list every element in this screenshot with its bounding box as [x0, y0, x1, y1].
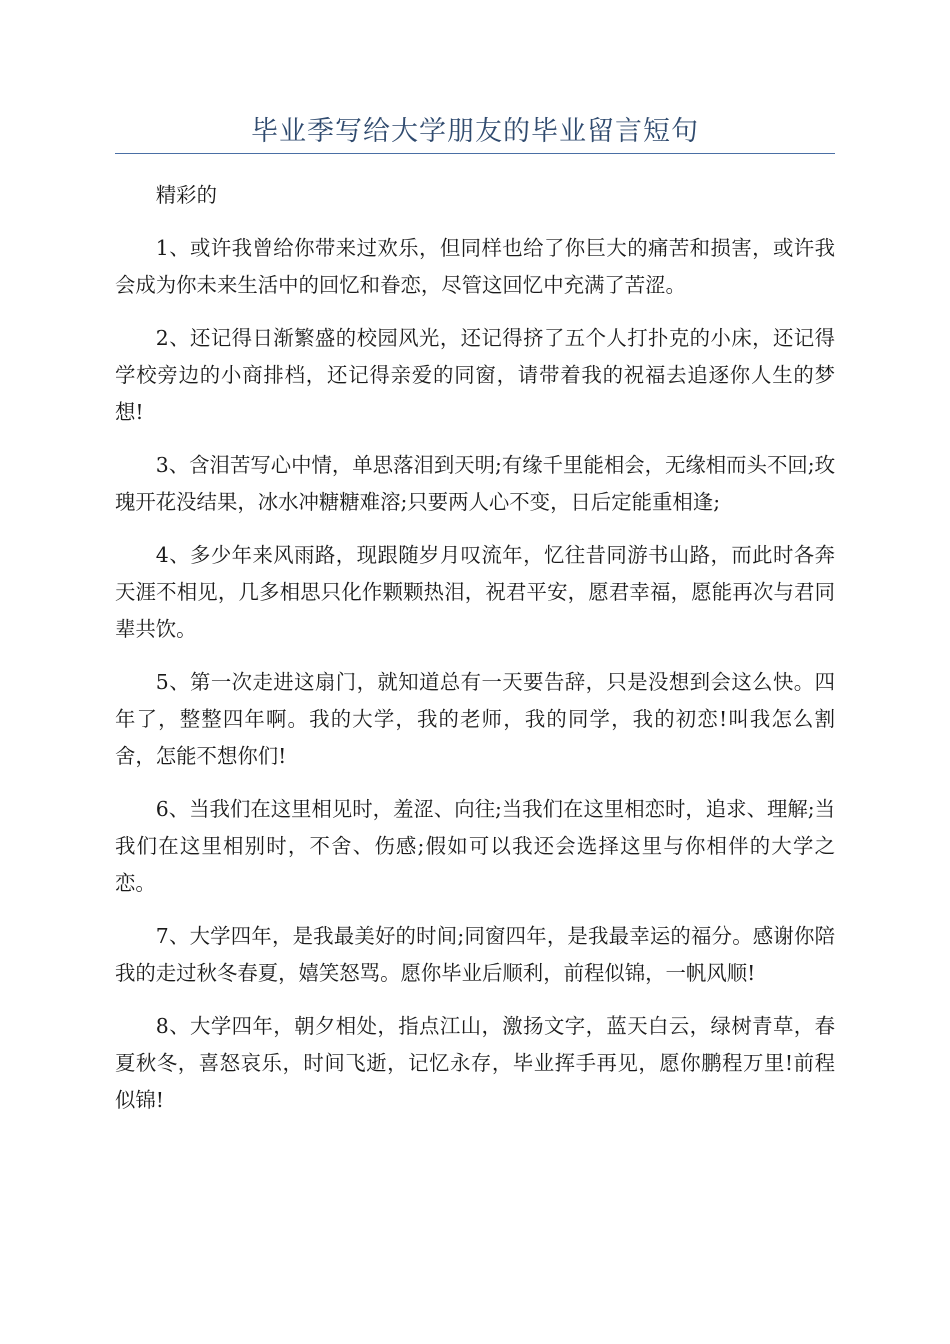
- paragraph-6: 6、当我们在这里相见时，羞涩、向往;当我们在这里相恋时，追求、理解;当我们在这里相别时，不舍、伤感;假如可以我还会选择这里与你相伴的大学之恋。: [115, 797, 836, 895]
- paragraph-5: 5、第一次走进这扇门，就知道总有一天要告辞，只是没想到会这么快。四年了，整整四年啊。我的大学，我的老师，我的同学，我的初恋!叫我怎么割舍，怎能不想你们!: [115, 670, 835, 768]
- paragraph-4: 4、多少年来风雨路，现跟随岁月叹流年，忆往昔同游书山路，而此时各奔天涯不相见，几多相思只化作颗颗热泪，祝君平安，愿君幸福，愿能再次与君同辈共饮。: [115, 543, 835, 641]
- intro-text: 精彩的: [155, 183, 217, 207]
- document-body: [115, 177, 835, 1135]
- paragraph-2: 2、还记得日渐繁盛的校园风光，还记得挤了五个人打扑克的小床，还记得学校旁边的小商排档，还记得亲爱的同窗，请带着我的祝福去追逐你人生的梦想!: [115, 326, 835, 424]
- document-title: 毕业季写给大学朋友的毕业留言短句: [251, 116, 699, 147]
- paragraph-7: 7、大学四年，是我最美好的时间;同窗四年，是我最幸运的福分。感谢你陪我的走过秋冬春夏，嬉笑怒骂。愿你毕业后顺利，前程似锦，一帆风顺!: [115, 924, 835, 985]
- title-underline: [115, 153, 835, 154]
- paragraph-3: 3、含泪苦写心中情，单思落泪到天明;有缘千里能相会，无缘相而头不回;玫瑰开花没结果，冰水冲糖糖难溶;只要两人心不变，日后定能重相逢;: [115, 453, 836, 514]
- paragraph-1: 1、或许我曾给你带来过欢乐，但同样也给了你巨大的痛苦和损害，或许我会成为你未来生活中的回忆和眷恋，尽管这回忆中充满了苦涩。: [115, 236, 835, 297]
- paragraph-8: 8、大学四年，朝夕相处，指点江山，激扬文字，蓝天白云，绿树青草，春夏秋冬，喜怒哀乐，时间飞逝，记忆永存，毕业挥手再见，愿你鹏程万里!前程似锦!: [115, 1014, 835, 1112]
